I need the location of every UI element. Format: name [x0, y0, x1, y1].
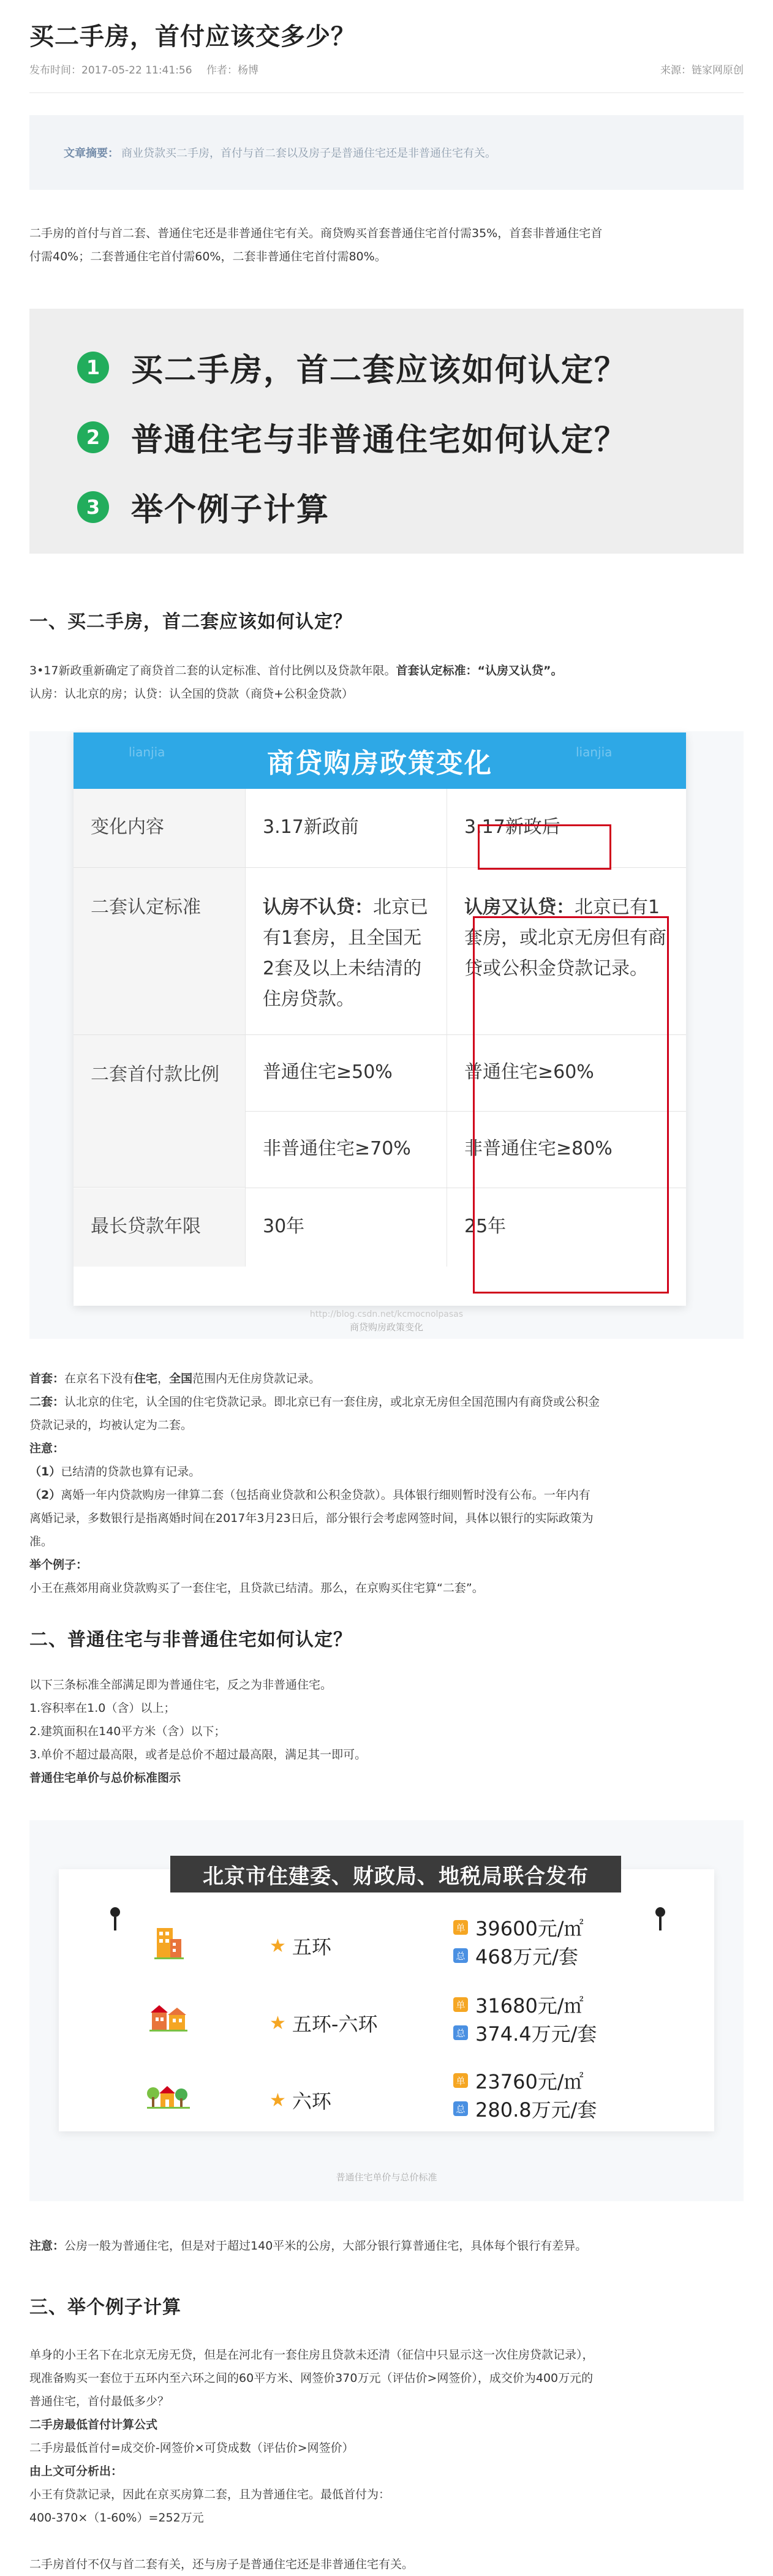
highlight-box: [478, 824, 611, 870]
section2-note: [29, 2234, 744, 2258]
watermark: lianjia: [129, 745, 165, 759]
price-card: [59, 1864, 714, 2131]
zone-name: 六环: [292, 2090, 331, 2113]
example-line: 400-370×（1-60%）=252万元: [29, 2511, 204, 2525]
total-badge: 总: [453, 1948, 468, 1963]
figure-subheading: 普通住宅单价与总价标准图示: [29, 1771, 181, 1785]
text-run: 北京已有1套房，或北京无房但有商贷或公积金贷款记录。: [464, 897, 666, 979]
total-value: 468万元/套: [475, 1945, 578, 1968]
toc-number: 3: [77, 491, 109, 523]
star-icon: ★: [270, 2012, 286, 2034]
unit-price: [453, 1913, 584, 1941]
note-line: 小王在燕郊用商业贷款购买了一套住宅，且贷款已结清。那么，在京购买住宅算“二套”。: [29, 1581, 484, 1595]
toc-banner: [29, 309, 744, 554]
url-watermark: http://blog.csdn.net/kcmocnolpasas: [309, 1309, 464, 1319]
table-cell: 30年: [245, 1188, 447, 1267]
toc-text: 举个例子计算: [131, 492, 330, 529]
toc-number: 2: [77, 421, 109, 453]
unit-badge: 单: [453, 1920, 468, 1935]
price-standard-figure: [29, 1820, 744, 2201]
intro-paragraph: [29, 222, 744, 268]
section2-heading: 二、普通住宅与非普通住宅如何认定？: [29, 1629, 352, 1651]
example-line: 二手房最低首付=成交价-网签价×可贷成数（评估价>网签价）: [29, 2441, 354, 2455]
text-run: 北京已有1套房，且全国无2套及以上未结清的住房贷款。: [263, 897, 428, 1010]
bold-run: 首套认定标准：“认房又认贷”。: [396, 664, 563, 677]
toc-item-2: [77, 414, 627, 460]
text-run: 已结清的贷款也算有记录。: [61, 1465, 201, 1478]
table-cell: 3.17新政后: [464, 816, 560, 838]
section1-line: 认房：认北京的房；认贷：认全国的贷款（商贷+公积金贷款）: [29, 687, 353, 701]
article-title: 买二手房，首付应该交多少？: [29, 23, 356, 51]
total-value: 280.8万元/套: [475, 2098, 597, 2122]
note-line: 贷款记录的，均被认定为二套。: [29, 1418, 193, 1432]
example-line: 普通住宅，首付最低多少？: [29, 2395, 170, 2408]
table-cell: 非普通住宅≥70%: [245, 1112, 447, 1188]
unit-value: 31680元/㎡: [475, 1994, 584, 2017]
star-icon: ★: [270, 1935, 286, 1957]
total-price: [453, 2019, 597, 2047]
publish-date: 发布时间：2017-05-22 11:41:56: [29, 64, 192, 77]
toc-item-1: [77, 344, 627, 390]
bold-run: 二套：: [29, 1395, 65, 1409]
table-cell: 最长贷款年限: [74, 1188, 245, 1267]
article-meta: [29, 61, 744, 77]
intro-line: 二手房的首付与首二套、普通住宅还是非普通住宅有关。商贷购买首套普通住宅首付需35%，首套非普通住宅首: [29, 227, 603, 240]
unit-value: 23760元/㎡: [475, 2070, 584, 2093]
unit-price: [453, 2066, 584, 2095]
policy-table: [74, 733, 686, 1306]
unit-value: 39600元/㎡: [475, 1917, 584, 1940]
toc-text: 普通住宅与非普通住宅如何认定？: [131, 422, 628, 459]
watermark: lianjia: [576, 745, 613, 759]
criteria-line: 以下三条标准全部满足即为普通住宅，反之为非普通住宅。: [29, 1678, 333, 1692]
figure-caption: 普通住宅单价与总价标准: [336, 2172, 437, 2183]
note-line: 准。: [29, 1535, 53, 1548]
text-run: 3•17新政重新确定了商贷首二套的认定标准、首付比例以及贷款年限。: [29, 664, 396, 677]
pin-icon: [655, 1907, 665, 1930]
table-cell: 二套首付款比例: [74, 1035, 245, 1188]
note-line: [29, 1553, 744, 1576]
table-cell: 非普通住宅≥80%: [464, 1138, 613, 1159]
example-line: 由上文可分析出：: [29, 2465, 123, 2478]
unit-badge: 单: [453, 1997, 468, 2012]
note-line: [29, 1483, 744, 1507]
bold-run: 住宅: [134, 1372, 158, 1385]
bold-run: 举个例子：: [29, 1558, 88, 1572]
table-cell: 普通住宅≥60%: [464, 1061, 594, 1083]
article: [29, 0, 744, 2576]
conclusion: 二手房首付不仅与首二套有关，还与房子是普通住宅还是非普通住宅有关。: [29, 2558, 414, 2571]
text-run: ，: [157, 1372, 170, 1385]
summary-text: 商业贷款买二手房，首付与首二套以及房子是普通住宅还是非普通住宅有关。: [121, 147, 496, 160]
author: 作者：杨博: [206, 64, 258, 77]
village-icon: [146, 2080, 191, 2113]
example-line: 现准备购买一套位于五环内至六环之间的60平方米、网签价370万元（评估价>网签价），成交价为400万元的: [29, 2371, 594, 2385]
toc-text: 买二手房，首二套应该如何认定？: [131, 352, 628, 389]
table-cell: 普通住宅≥50%: [245, 1035, 447, 1111]
house-icon: [148, 2003, 189, 2036]
unit-badge: 单: [453, 2073, 468, 2088]
note-line: [29, 1390, 744, 1414]
zone-name: 五环-六环: [292, 2013, 378, 2036]
text-run: 公房一般为普通住宅，但是对于超过140平米的公房，大部分银行算普通住宅，具体每个银行有差异。: [64, 2239, 587, 2253]
criteria-line: 3.单价不超过最高限，或者是总价不超过最高限，满足其一即可。: [29, 1748, 367, 1761]
bold-run: （2）: [29, 1488, 61, 1502]
text-run: 范围内无住房贷款记录。: [192, 1372, 321, 1385]
policy-table-header: 商贷购房政策变化: [74, 733, 686, 789]
table-cell: [245, 868, 447, 1034]
text-run: 在京名下没有: [64, 1372, 135, 1385]
bold-run: （1）: [29, 1465, 61, 1478]
table-cell: 25年: [464, 1216, 507, 1237]
criteria-line: 2.建筑面积在140平方米（含）以下；: [29, 1725, 226, 1738]
table-cell: 二套认定标准: [74, 868, 245, 1034]
note-line: 离婚记录，多数银行是指离婚时间在2017年3月23日后，部分银行会考虑网签时间，具体以银行的实际政策为: [29, 1512, 594, 1525]
toc-number: 1: [77, 352, 109, 383]
example-line: 单身的小王名下在北京无房无贷，但是在河北有一套住房且贷款未还清（征信中只显示这一次住房贷款记录），: [29, 2348, 594, 2362]
toc-item-3: [77, 484, 330, 530]
price-banner: 北京市住建委、财政局、地税局联合发布: [170, 1856, 621, 1892]
section3-heading: 三、举个例子计算: [29, 2297, 181, 2318]
criteria-line: 1.容积率在1.0（含）以上；: [29, 1701, 176, 1715]
total-badge: 总: [453, 2101, 468, 2116]
section1-heading: 一、买二手房，首二套应该如何认定？: [29, 611, 352, 633]
total-price: [453, 1941, 578, 1970]
table-cell: 变化内容: [74, 789, 245, 867]
bold-run: 注意：: [29, 2239, 65, 2253]
article-summary: [29, 115, 744, 190]
intro-line: 付需40%；二套普通住宅首付需60%，二套非普通住宅首付需80%。: [29, 250, 386, 263]
policy-table-figure: [29, 731, 744, 1339]
note-line: [29, 1437, 744, 1460]
building-icon: [151, 1924, 187, 1964]
bold-run: 认房又认贷：: [464, 897, 575, 918]
summary-label: 文章摘要：: [64, 147, 119, 160]
bold-run: 全国: [169, 1372, 193, 1385]
zone-label: [270, 2086, 331, 2114]
section2-criteria: [29, 1673, 744, 1790]
zone-name: 五环: [292, 1935, 331, 1959]
section1-notes: [29, 1367, 744, 1600]
total-badge: 总: [453, 2025, 468, 2040]
section1-line: [29, 659, 744, 682]
pin-icon: [110, 1907, 120, 1930]
total-price: [453, 2095, 597, 2123]
bold-run: 注意：: [29, 1442, 65, 1455]
table-cell: 3.17新政前: [245, 789, 447, 867]
note-line: [29, 1460, 744, 1483]
bold-run: 首套：: [29, 1372, 65, 1385]
example-line: 二手房最低首付计算公式: [29, 2418, 158, 2431]
text-run: 离婚一年内贷款购房一律算二套（包括商业贷款和公积金贷款）。具体银行细则暂时没有公布。一年内有: [61, 1488, 590, 1502]
zone-label: [270, 1932, 331, 1960]
section3-example: [29, 2343, 744, 2529]
text-run: 认北京的住宅，认全国的住宅贷款记录。即北京已有一套住房，或北京无房但全国范围内有商贷或公积金: [64, 1395, 600, 1409]
note-line: [29, 1367, 744, 1390]
example-line: 小王有贷款记录，因此在京买房算二套，且为普通住宅。最低首付为：: [29, 2488, 391, 2501]
bold-run: 认房不认贷：: [263, 897, 373, 918]
source: 来源：链家网原创: [660, 64, 744, 77]
section1-paragraph: [29, 659, 744, 706]
star-icon: ★: [270, 2089, 286, 2111]
zone-label: [270, 2009, 377, 2037]
figure-caption: 商贷购房政策变化: [349, 1322, 423, 1333]
unit-price: [453, 1990, 584, 2019]
title-divider: [29, 92, 744, 93]
total-value: 374.4万元/套: [475, 2022, 597, 2046]
highlight-box: [473, 916, 669, 1294]
